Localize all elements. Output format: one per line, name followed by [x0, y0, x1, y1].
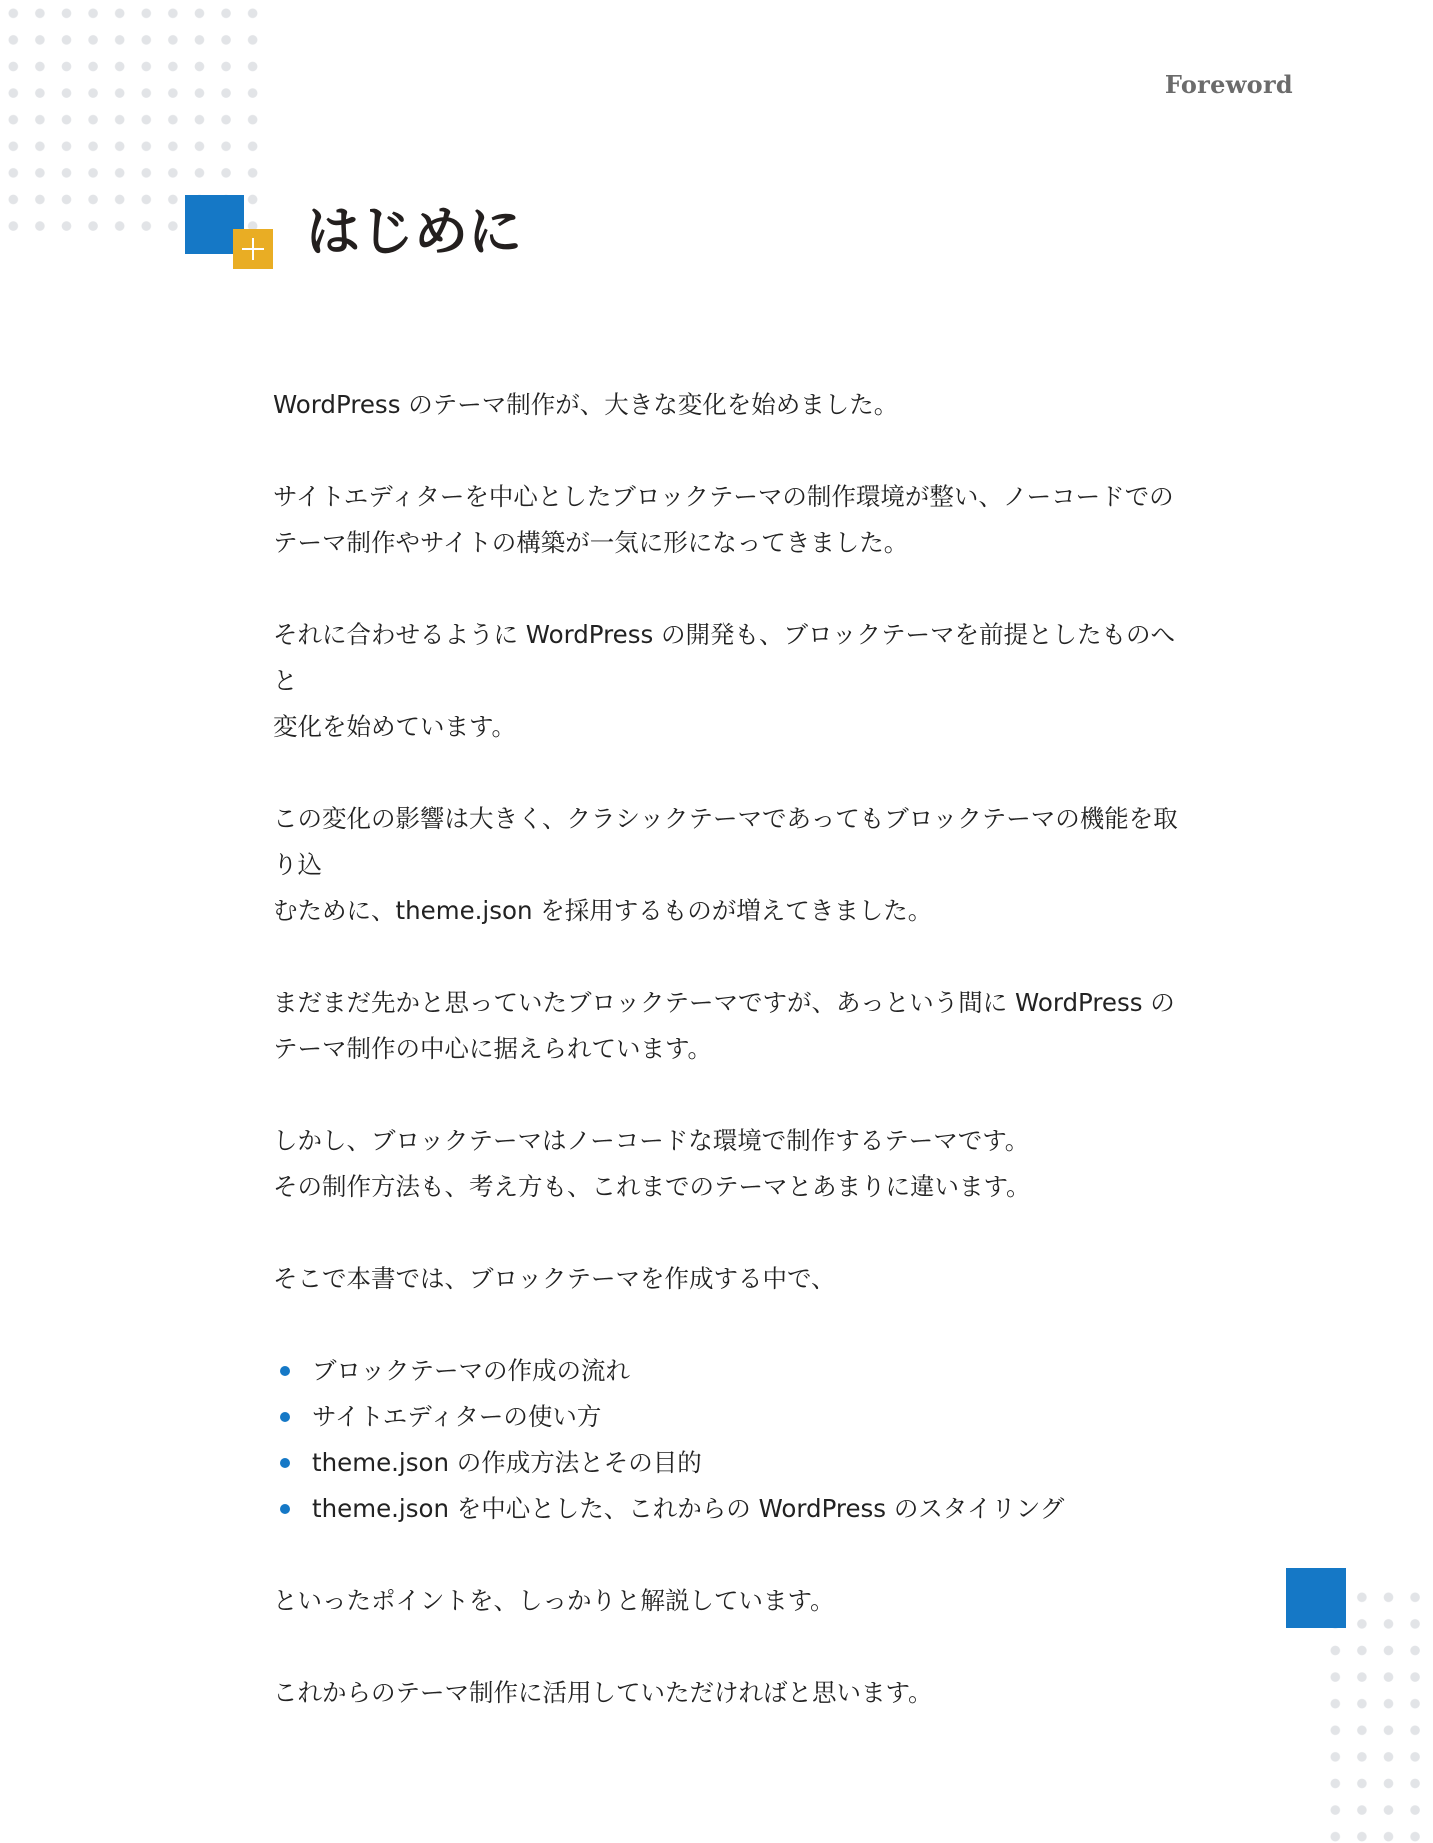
paragraph-line: といったポイントを、しっかりと解説しています。	[273, 1586, 835, 1615]
paragraph-line: しかし、ブロックテーマはノーコードな環境で制作するテーマです。	[273, 1126, 1030, 1155]
paragraph	[273, 796, 1193, 934]
page-title: はじめに	[306, 200, 522, 263]
list-item-text: サイトエディターの使い方	[312, 1402, 602, 1431]
paragraph-line: 変化を始めています。	[273, 712, 517, 741]
paragraph-line: これからのテーマ制作に活用していただければと思います。	[273, 1678, 933, 1707]
list-item	[273, 1486, 1193, 1532]
bullet-icon	[280, 1504, 290, 1514]
paragraphs-before-list	[273, 382, 1193, 1302]
paragraph	[273, 612, 1193, 750]
plus-icon	[233, 229, 273, 269]
paragraphs-after-list	[273, 1578, 1193, 1716]
paragraph-line: それに合わせるように WordPress の開発も、ブロックテーマを前提としたものへと	[273, 620, 1176, 695]
paragraph-line: まだまだ先かと思っていたブロックテーマですが、あっという間に WordPress の	[273, 988, 1175, 1017]
decorative-square	[1286, 1568, 1346, 1628]
paragraph	[273, 382, 1193, 428]
paragraph-line: テーマ制作やサイトの構築が一気に形になってきました。	[273, 528, 909, 557]
paragraph-line: サイトエディターを中心としたブロックテーマの制作環境が整い、ノーコードでの	[273, 482, 1174, 511]
paragraph	[273, 980, 1193, 1072]
paragraph	[273, 1256, 1193, 1302]
list-item-text: ブロックテーマの作成の流れ	[312, 1356, 631, 1385]
paragraph	[273, 1118, 1193, 1210]
list-item-text: theme.json の作成方法とその目的	[312, 1448, 702, 1477]
paragraph	[273, 1578, 1193, 1624]
bullet-icon	[280, 1366, 290, 1376]
paragraph-line: テーマ制作の中心に据えられています。	[273, 1034, 713, 1063]
list-item-text: theme.json を中心とした、これからの WordPress のスタイリング	[312, 1494, 1065, 1523]
body-text	[273, 382, 1193, 1762]
paragraph	[273, 1670, 1193, 1716]
section-label: Foreword	[1164, 70, 1293, 99]
bullet-icon	[280, 1412, 290, 1422]
paragraph-line: この変化の影響は大きく、クラシックテーマであってもブロックテーマの機能を取り込	[273, 804, 1178, 879]
list-item	[273, 1394, 1193, 1440]
paragraph-line: そこで本書では、ブロックテーマを作成する中で、	[273, 1264, 836, 1293]
point-list	[273, 1348, 1193, 1532]
paragraph-line: その制作方法も、考え方も、これまでのテーマとあまりに違います。	[273, 1172, 1031, 1201]
paragraph	[273, 474, 1193, 566]
list-item	[273, 1348, 1193, 1394]
bullet-icon	[280, 1458, 290, 1468]
paragraph-line: むために、theme.json を採用するものが増えてきました。	[273, 896, 933, 925]
paragraph-line: WordPress のテーマ制作が、大きな変化を始めました。	[273, 390, 899, 419]
list-item	[273, 1440, 1193, 1486]
